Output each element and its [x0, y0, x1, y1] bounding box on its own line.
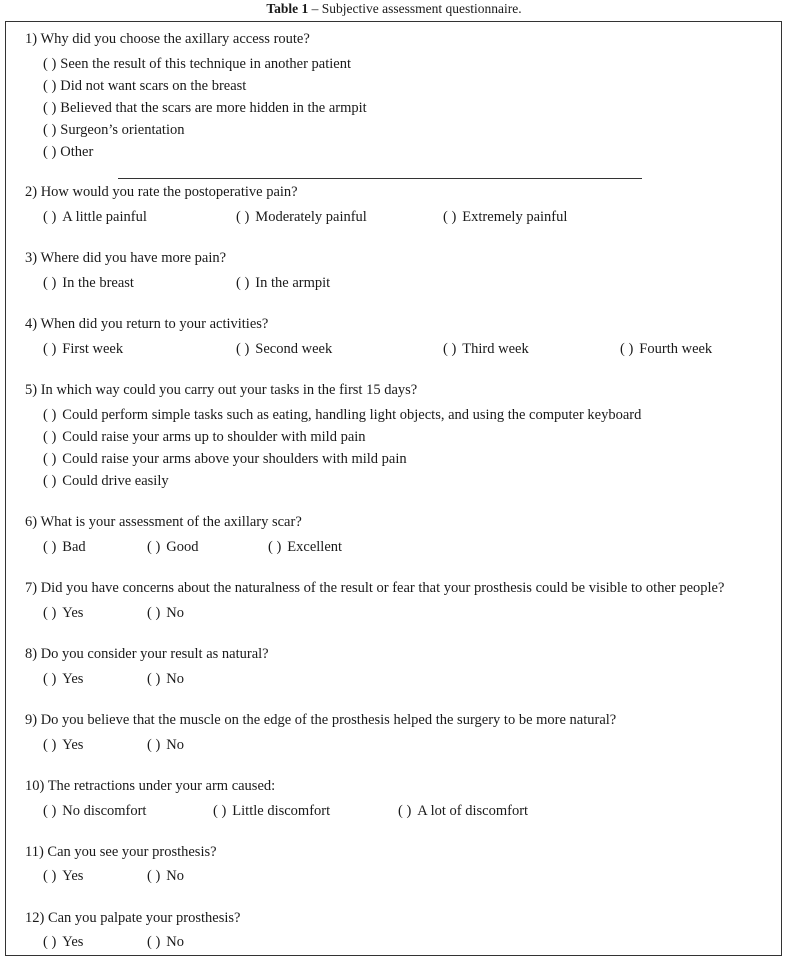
option-label: A lot of discomfort [417, 803, 529, 819]
question-5-option-could-drive-easily[interactable] [43, 472, 169, 490]
option-label: No [166, 671, 185, 687]
option-label: Yes [62, 737, 84, 753]
option-label: Bad [62, 539, 86, 555]
option-label: Believed that the scars are more hidden in the armpit [60, 100, 367, 116]
question-4-option-fourth-week[interactable] [620, 340, 712, 358]
checkbox-parentheses[interactable]: ( ) [43, 605, 57, 621]
option-label: Second week [255, 341, 333, 357]
question-6-option-excellent[interactable] [268, 538, 342, 556]
checkbox-parentheses[interactable]: ( ) [236, 341, 250, 357]
question-10-title: 10) The retractions under your arm caused: [25, 778, 276, 794]
option-label: No [166, 605, 185, 621]
checkbox-parentheses[interactable]: ( ) [443, 209, 457, 225]
question-12-option-yes[interactable] [43, 933, 83, 951]
checkbox-parentheses[interactable]: ( ) [443, 341, 457, 357]
option-label: No [166, 934, 185, 950]
checkbox-parentheses[interactable]: ( ) [147, 671, 161, 687]
question-4-option-second-week[interactable] [236, 340, 332, 358]
option-label: Yes [62, 934, 84, 950]
question-11-option-no[interactable] [147, 867, 184, 885]
question-2-title: 2) How would you rate the postoperative pain? [25, 184, 298, 200]
table-caption [0, 0, 788, 18]
checkbox-parentheses[interactable]: ( ) [43, 429, 57, 445]
question-1-option-seen-the-result-of-this-technique-in-ano[interactable] [43, 55, 351, 73]
question-10-option-little-discomfort[interactable] [213, 802, 330, 820]
checkbox-parentheses[interactable]: ( ) [43, 100, 57, 116]
caption-text: Subjective assessment questionnaire. [321, 1, 522, 16]
question-7-title: 7) Did you have concerns about the naturalness of the result or fear that your prosthesis could be visible to other people? [25, 580, 725, 596]
checkbox-parentheses[interactable]: ( ) [43, 275, 57, 291]
option-label: Could perform simple tasks such as eating, handling light objects, and using the computer keyboard [62, 407, 642, 423]
checkbox-parentheses[interactable]: ( ) [147, 539, 161, 555]
checkbox-parentheses[interactable]: ( ) [43, 539, 57, 555]
checkbox-parentheses[interactable]: ( ) [43, 671, 57, 687]
checkbox-parentheses[interactable]: ( ) [43, 78, 57, 94]
checkbox-parentheses[interactable]: ( ) [147, 605, 161, 621]
option-label: Fourth week [639, 341, 713, 357]
question-3-title: 3) Where did you have more pain? [25, 250, 227, 266]
checkbox-parentheses[interactable]: ( ) [43, 56, 57, 72]
option-label: Did not want scars on the breast [60, 78, 247, 94]
option-label: Good [166, 539, 199, 555]
option-label: Moderately painful [255, 209, 367, 225]
question-4-option-third-week[interactable] [443, 340, 529, 358]
option-label: Could drive easily [62, 473, 169, 489]
question-1-title: 1) Why did you choose the axillary access route? [25, 31, 310, 47]
checkbox-parentheses[interactable]: ( ) [147, 934, 161, 950]
question-1-option-did-not-want-scars-on-the-breast[interactable] [43, 77, 246, 95]
option-label: Other [60, 144, 94, 160]
question-8-option-yes[interactable] [43, 670, 83, 688]
option-label: Could raise your arms above your shoulders with mild pain [62, 451, 407, 467]
option-label: Excellent [287, 539, 343, 555]
question-7-option-no[interactable] [147, 604, 184, 622]
checkbox-parentheses[interactable]: ( ) [43, 122, 57, 138]
question-12-option-no[interactable] [147, 933, 184, 951]
checkbox-parentheses[interactable]: ( ) [43, 473, 57, 489]
option-label: Could raise your arms up to shoulder with mild pain [62, 429, 366, 445]
option-label: Surgeon’s orientation [60, 122, 185, 138]
caption-dash: – [308, 1, 322, 16]
question-5-option-could-raise-your-arms-above-your-shoulde[interactable] [43, 450, 407, 468]
option-label: Extremely painful [462, 209, 568, 225]
checkbox-parentheses[interactable]: ( ) [43, 934, 57, 950]
question-12-title: 12) Can you palpate your prosthesis? [25, 910, 241, 926]
question-2-option-a-little-painful[interactable] [43, 208, 147, 226]
question-3-option-in-the-breast[interactable] [43, 274, 134, 292]
checkbox-parentheses[interactable]: ( ) [236, 209, 250, 225]
checkbox-parentheses[interactable]: ( ) [43, 341, 57, 357]
question-2-option-extremely-painful[interactable] [443, 208, 567, 226]
option-label: Yes [62, 868, 84, 884]
question-4-option-first-week[interactable] [43, 340, 123, 358]
question-1-option-surgeon-s-orientation[interactable] [43, 121, 184, 139]
question-11-option-yes[interactable] [43, 867, 83, 885]
question-1-option-other[interactable] [43, 143, 93, 161]
checkbox-parentheses[interactable]: ( ) [43, 803, 57, 819]
question-1-option-believed-that-the-scars-are-more-hidden-[interactable] [43, 99, 367, 117]
checkbox-parentheses[interactable]: ( ) [398, 803, 412, 819]
option-label: First week [62, 341, 124, 357]
option-label: Seen the result of this technique in another patient [60, 56, 352, 72]
question-8-title: 8) Do you consider your result as natural? [25, 646, 269, 662]
question-3-option-in-the-armpit[interactable] [236, 274, 330, 292]
other-answer-line [118, 178, 642, 179]
question-11-title: 11) Can you see your prosthesis? [25, 844, 217, 860]
question-6-option-bad[interactable] [43, 538, 86, 556]
option-label: No [166, 868, 185, 884]
checkbox-parentheses[interactable]: ( ) [43, 737, 57, 753]
checkbox-parentheses[interactable]: ( ) [43, 868, 57, 884]
table-label: Table 1 [266, 1, 309, 16]
question-9-title: 9) Do you believe that the muscle on the edge of the prosthesis helped the surgery to be more natural? [25, 712, 617, 728]
checkbox-parentheses[interactable]: ( ) [43, 144, 57, 160]
checkbox-parentheses[interactable]: ( ) [268, 539, 282, 555]
option-label: In the armpit [255, 275, 331, 291]
question-4-title: 4) When did you return to your activities? [25, 316, 269, 332]
option-label: Third week [462, 341, 529, 357]
question-8-option-no[interactable] [147, 670, 184, 688]
question-10-option-no-discomfort[interactable] [43, 802, 146, 820]
checkbox-parentheses[interactable]: ( ) [236, 275, 250, 291]
option-label: No discomfort [62, 803, 147, 819]
checkbox-parentheses[interactable]: ( ) [620, 341, 634, 357]
option-label: Yes [62, 605, 84, 621]
question-6-option-good[interactable] [147, 538, 199, 556]
question-2-option-moderately-painful[interactable] [236, 208, 367, 226]
question-9-option-yes[interactable] [43, 736, 83, 754]
question-7-option-yes[interactable] [43, 604, 83, 622]
question-5-title: 5) In which way could you carry out your tasks in the first 15 days? [25, 382, 418, 398]
checkbox-parentheses[interactable]: ( ) [43, 407, 57, 423]
checkbox-parentheses[interactable]: ( ) [213, 803, 227, 819]
option-label: In the breast [62, 275, 134, 291]
question-6-title: 6) What is your assessment of the axillary scar? [25, 514, 302, 530]
question-5-option-could-perform-simple-tasks-such-as-eatin[interactable] [43, 406, 641, 424]
checkbox-parentheses[interactable]: ( ) [43, 451, 57, 467]
question-9-option-no[interactable] [147, 736, 184, 754]
option-label: No [166, 737, 185, 753]
option-label: Little discomfort [232, 803, 331, 819]
checkbox-parentheses[interactable]: ( ) [43, 209, 57, 225]
questionnaire-table [5, 21, 782, 956]
checkbox-parentheses[interactable]: ( ) [147, 868, 161, 884]
question-5-option-could-raise-your-arms-up-to-shoulder-wit[interactable] [43, 428, 366, 446]
option-label: A little painful [62, 209, 147, 225]
checkbox-parentheses[interactable]: ( ) [147, 737, 161, 753]
question-10-option-a-lot-of-discomfort[interactable] [398, 802, 528, 820]
option-label: Yes [62, 671, 84, 687]
